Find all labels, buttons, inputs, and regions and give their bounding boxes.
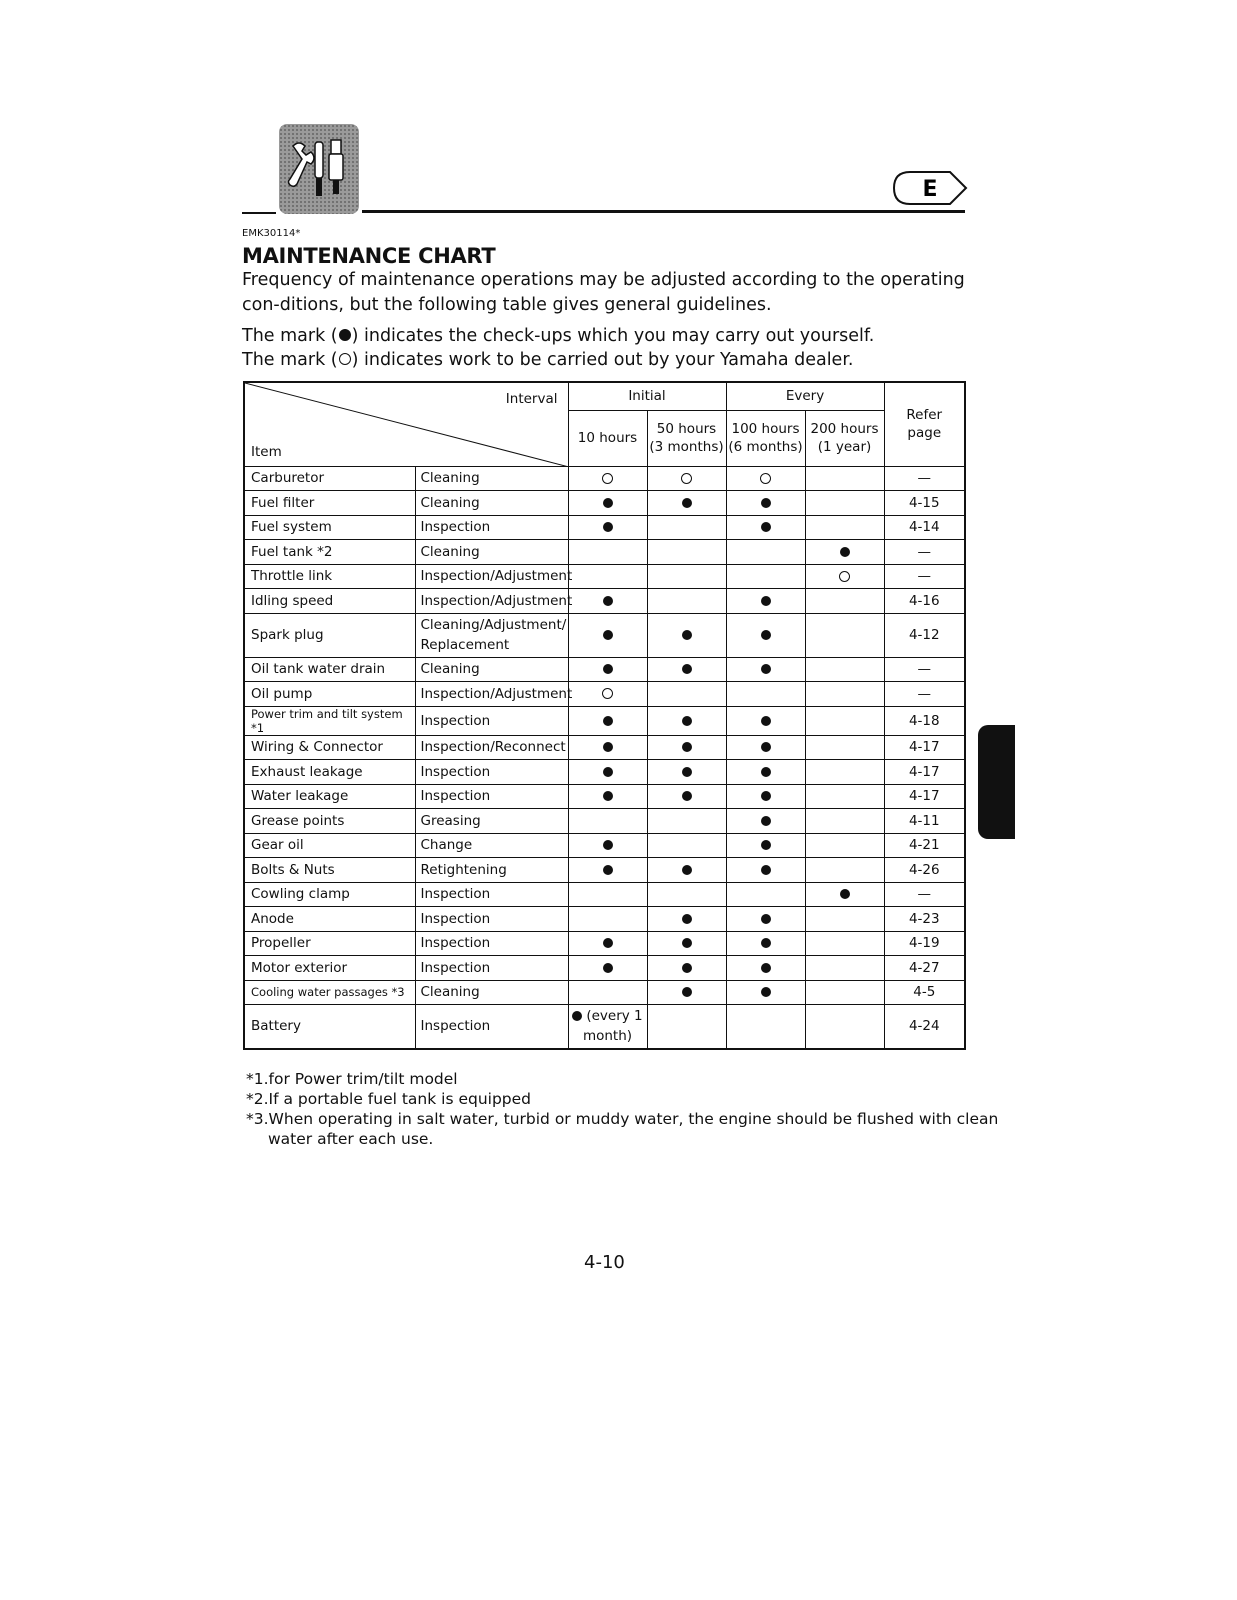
refer-page-value: 4-15 [908,494,940,511]
refer-page-value: — [917,685,932,702]
interval-mark-cell [805,735,884,760]
language-badge [892,170,968,206]
filled-circle-icon [761,865,771,875]
task-cell: Inspection [415,1005,568,1049]
interval-mark-cell [568,858,647,883]
interval-mark-cell [805,809,884,834]
interval-mark-cell [726,682,805,707]
table-row [244,491,965,516]
interval-mark-cell [647,858,726,883]
table-row [244,589,965,614]
refer-page-value: 4-21 [908,837,940,854]
chapter-side-tab [978,725,1015,839]
table-row [244,907,965,932]
table-row [244,784,965,809]
filled-circle-icon [682,498,692,508]
interval-mark-cell [647,589,726,614]
task-cell: Inspection [415,784,568,809]
refer-page-cell [884,907,965,932]
interval-mark-cell [647,466,726,491]
refer-page-value: 4-18 [908,712,940,729]
interval-mark-cell [647,564,726,589]
filled-circle-icon [572,1011,582,1021]
interval-mark-cell [568,657,647,682]
open-mark-legend [242,350,853,370]
interval-mark-cell [805,980,884,1005]
language-badge-letter: E [922,177,938,202]
filled-circle-icon [682,987,692,997]
interval-mark-cell [568,833,647,858]
interval-column-header [726,410,805,466]
refer-page-cell [884,858,965,883]
task-cell: Cleaning/Adjustment/ Replacement [415,613,568,657]
interval-mark-cell [647,515,726,540]
refer-page-cell [884,706,965,735]
interval-mark-cell [805,1005,884,1049]
filled-circle-icon [761,987,771,997]
filled-circle-icon [682,630,692,640]
interval-item-header [244,382,568,466]
task-cell: Cleaning [415,657,568,682]
interval-mark-cell [805,858,884,883]
interval-column-header-line: (3 months) [649,439,724,455]
interval-mark-cell [726,980,805,1005]
interval-mark-cell [805,540,884,565]
filled-circle-icon [840,889,850,899]
refer-page-cell [884,540,965,565]
table-row [244,515,965,540]
task-cell: Cleaning [415,466,568,491]
refer-page-cell [884,956,965,981]
refer-page-value: — [917,568,932,585]
interval-mark-cell [568,809,647,834]
refer-page-cell [884,735,965,760]
table-row [244,1005,965,1049]
task-cell: Inspection [415,931,568,956]
filled-circle-icon [682,767,692,777]
refer-page-cell [884,657,965,682]
interval-column-header [647,410,726,466]
filled-circle-icon [603,522,613,532]
maintenance-table [243,381,966,1050]
filled-circle-icon [682,664,692,674]
filled-circle-icon [603,963,613,973]
refer-page-cell [884,784,965,809]
task-cell: Change [415,833,568,858]
interval-mark-cell [568,882,647,907]
task-cell: Inspection/Adjustment [415,564,568,589]
refer-page-cell [884,931,965,956]
open-circle-icon [602,688,613,699]
interval-mark-cell [805,784,884,809]
task-cell: Cleaning [415,491,568,516]
refer-page-cell [884,564,965,589]
interval-mark-cell [568,907,647,932]
interval-column-header-line: (6 months) [728,439,803,455]
interval-mark-cell [568,589,647,614]
refer-page-value: — [917,543,932,560]
filled-circle-icon [761,522,771,532]
interval-mark-cell [568,613,647,657]
interval-mark-cell [647,491,726,516]
interval-mark-cell [568,980,647,1005]
interval-column-header-line: (1 year) [817,439,872,455]
task-cell: Inspection [415,956,568,981]
refer-page-value: 4-5 [913,984,936,1001]
filled-circle-icon [761,767,771,777]
task-cell: Greasing [415,809,568,834]
interval-mark-cell [805,657,884,682]
interval-mark-cell [647,760,726,785]
item-cell: Gear oil [244,833,415,858]
interval-mark-cell [726,809,805,834]
filled-circle-icon [761,938,771,948]
filled-circle-icon [761,498,771,508]
task-cell: Inspection/Adjustment [415,589,568,614]
refer-page-value: 4-19 [908,935,940,952]
filled-circle-icon [339,329,351,341]
refer-page-value: — [917,661,932,678]
interval-mark-cell [805,564,884,589]
footnotes [246,1069,998,1149]
interval-mark-cell [726,760,805,785]
filled-circle-icon [682,963,692,973]
interval-mark-cell [805,466,884,491]
refer-page-header-line: Refer [906,407,943,424]
footnote: *1.for Power trim/tilt model [246,1070,458,1088]
table-row [244,564,965,589]
interval-mark-cell [647,907,726,932]
footnote-continuation: water after each use. [268,1130,434,1148]
interval-mark-cell [805,682,884,707]
interval-mark-cell [726,540,805,565]
header-rule-left [242,212,276,214]
refer-page-cell [884,613,965,657]
table-row [244,657,965,682]
refer-page-value: — [917,470,932,487]
interval-mark-cell [726,589,805,614]
filled-circle-icon [761,596,771,606]
filled-circle-icon [603,742,613,752]
refer-page-value: 4-14 [908,519,940,536]
filled-circle-icon [603,716,613,726]
interval-mark-cell [805,613,884,657]
refer-page-value: 4-26 [908,861,940,878]
interval-mark-cell [647,682,726,707]
interval-mark-cell [647,882,726,907]
filled-circle-icon [603,664,613,674]
table-row [244,540,965,565]
filled-circle-icon [761,914,771,924]
interval-mark-cell [568,1005,647,1049]
refer-page-value: 4-11 [908,812,940,829]
item-cell: Bolts & Nuts [244,858,415,883]
interval-mark-cell [647,540,726,565]
item-cell: Cowling clamp [244,882,415,907]
interval-mark-cell [568,682,647,707]
refer-page-cell [884,882,965,907]
interval-mark-cell [805,706,884,735]
table-row [244,956,965,981]
document-code: EMK30114* [242,228,301,239]
interval-mark-cell [647,1005,726,1049]
table-row [244,706,965,735]
interval-column-header-line: 10 hours [577,430,638,446]
mark-note-text: (every 1 [586,1008,643,1025]
interval-mark-cell [726,858,805,883]
item-cell: Anode [244,907,415,932]
interval-mark-cell [805,760,884,785]
refer-page-cell [884,589,965,614]
interval-mark-cell [647,613,726,657]
item-cell: Power trim and tilt system *1 [244,706,415,735]
item-cell: Fuel tank *2 [244,540,415,565]
interval-mark-cell [647,706,726,735]
mark-note-line [569,1006,647,1026]
open-circle-icon [839,571,850,582]
filled-circle-icon [840,547,850,557]
item-cell: Propeller [244,931,415,956]
item-cell: Idling speed [244,589,415,614]
interval-mark-cell [647,735,726,760]
filled-circle-icon [603,865,613,875]
filled-mark-legend [242,326,874,346]
table-row [244,809,965,834]
page-number: 4-10 [584,1252,625,1273]
interval-mark-cell [726,657,805,682]
mark-note-text: month) [582,1028,633,1045]
task-cell: Inspection [415,760,568,785]
task-cell: Cleaning [415,540,568,565]
filled-circle-icon [603,791,613,801]
filled-circle-icon [682,742,692,752]
item-cell: Water leakage [244,784,415,809]
interval-mark-cell [726,515,805,540]
interval-mark-cell [726,1005,805,1049]
filled-circle-icon [761,664,771,674]
task-cell: Inspection [415,515,568,540]
item-cell: Oil tank water drain [244,657,415,682]
interval-column-header [805,410,884,466]
interval-column-header-line: 100 hours [731,421,800,437]
filled-circle-icon [682,914,692,924]
refer-page-value: 4-16 [908,592,940,609]
open-circle-icon [602,473,613,484]
interval-mark-cell [726,833,805,858]
header-rule-right [362,210,965,213]
interval-mark-cell [805,589,884,614]
filled-circle-icon [761,742,771,752]
refer-page-value: 4-17 [908,763,940,780]
filled-circle-icon [603,840,613,850]
interval-column-header-line: 200 hours [810,421,879,437]
interval-mark-cell [726,956,805,981]
interval-mark-cell [726,882,805,907]
interval-mark-cell [805,515,884,540]
interval-mark-cell [726,907,805,932]
open-mark-legend-prefix: The mark ( [242,350,338,370]
filled-circle-icon [761,816,771,826]
refer-page-cell [884,515,965,540]
item-cell: Motor exterior [244,956,415,981]
interval-mark-cell [805,491,884,516]
every-header: Every [726,382,884,410]
filled-circle-icon [761,630,771,640]
table-row [244,980,965,1005]
task-cell: Inspection [415,907,568,932]
filled-circle-icon [761,963,771,973]
item-cell: Battery [244,1005,415,1049]
filled-circle-icon [761,840,771,850]
interval-mark-cell [726,564,805,589]
filled-circle-icon [603,596,613,606]
table-row [244,833,965,858]
open-circle-icon [760,473,771,484]
table-row [244,682,965,707]
interval-mark-cell [805,931,884,956]
interval-mark-cell [647,980,726,1005]
interval-mark-cell [568,466,647,491]
item-cell: Grease points [244,809,415,834]
refer-page-value: 4-24 [908,1018,940,1035]
item-cell: Exhaust leakage [244,760,415,785]
footnote: *2.If a portable fuel tank is equipped [246,1090,532,1108]
filled-circle-icon [682,791,692,801]
interval-column-header [568,410,647,466]
filled-circle-icon [682,938,692,948]
refer-page-value: 4-23 [908,910,940,927]
item-cell: Spark plug [244,613,415,657]
interval-label: Interval [505,391,558,407]
item-cell: Wiring & Connector [244,735,415,760]
item-cell: Carburetor [244,466,415,491]
footnote: *3.When operating in salt water, turbid or muddy water, the engine should be flushed with clean [246,1110,999,1128]
refer-page-cell [884,466,965,491]
open-circle-icon [681,473,692,484]
filled-circle-icon [603,938,613,948]
interval-mark-cell [647,956,726,981]
interval-mark-cell [726,491,805,516]
filled-mark-legend-prefix: The mark ( [242,326,338,346]
interval-mark-cell [647,931,726,956]
item-cell: Fuel filter [244,491,415,516]
filled-circle-icon [682,716,692,726]
intro-paragraph: Frequency of maintenance operations may be adjusted according to the operating con-ditions, but the following table gives general guidelines. [242,270,965,315]
refer-page-header-line: page [907,425,942,442]
item-label: Item [251,443,282,460]
interval-mark-cell [726,706,805,735]
table-row [244,466,965,491]
task-cell: Inspection [415,882,568,907]
task-cell: Inspection/Reconnect [415,735,568,760]
refer-page-cell [884,1005,965,1049]
refer-page-cell [884,682,965,707]
interval-mark-cell [568,540,647,565]
interval-mark-cell [805,882,884,907]
interval-mark-cell [647,784,726,809]
table-row [244,613,965,657]
interval-column-header-line: 50 hours [656,421,717,437]
interval-mark-cell [726,931,805,956]
interval-mark-cell [647,833,726,858]
table-row [244,882,965,907]
interval-mark-cell [726,784,805,809]
filled-circle-icon [761,716,771,726]
page-title: MAINTENANCE CHART [242,244,496,268]
filled-circle-icon [603,498,613,508]
interval-mark-cell [568,735,647,760]
task-cell: Inspection/Adjustment [415,682,568,707]
filled-circle-icon [603,767,613,777]
interval-mark-cell [568,760,647,785]
refer-page-cell [884,980,965,1005]
refer-page-value: 4-17 [908,739,940,756]
filled-circle-icon [603,630,613,640]
filled-mark-legend-suffix: ) indicates the check-ups which you may carry out yourself. [351,326,875,346]
interval-mark-cell [805,956,884,981]
refer-page-cell [884,833,965,858]
item-cell: Cooling water passages *3 [244,980,415,1005]
filled-circle-icon [682,865,692,875]
refer-page-cell [884,491,965,516]
item-cell: Fuel system [244,515,415,540]
interval-mark-cell [647,809,726,834]
table-row [244,931,965,956]
refer-page-value: 4-27 [908,959,940,976]
open-circle-icon [339,353,351,365]
interval-mark-cell [726,613,805,657]
task-cell: Cleaning [415,980,568,1005]
interval-mark-cell [568,491,647,516]
refer-page-header [884,382,965,466]
task-cell: Inspection [415,706,568,735]
refer-page-value: 4-17 [908,788,940,805]
interval-mark-cell [647,657,726,682]
interval-mark-cell [568,564,647,589]
interval-mark-cell [726,735,805,760]
refer-page-value: 4-12 [908,627,940,643]
interval-mark-cell [568,784,647,809]
maintenance-tools-icon [279,124,359,214]
refer-page-cell [884,760,965,785]
interval-mark-cell [568,706,647,735]
table-row [244,760,965,785]
mark-note [569,1006,647,1046]
open-mark-legend-suffix: ) indicates work to be carried out by your Yamaha dealer. [351,350,854,370]
filled-circle-icon [761,791,771,801]
interval-mark-cell [568,956,647,981]
task-cell: Retightening [415,858,568,883]
item-cell: Throttle link [244,564,415,589]
interval-mark-cell [726,466,805,491]
item-cell: Oil pump [244,682,415,707]
initial-header: Initial [568,382,726,410]
interval-mark-cell [805,833,884,858]
table-row [244,735,965,760]
refer-page-cell [884,809,965,834]
interval-mark-cell [805,907,884,932]
interval-mark-cell [568,931,647,956]
interval-mark-cell [568,515,647,540]
refer-page-value: — [917,886,932,903]
table-row [244,858,965,883]
